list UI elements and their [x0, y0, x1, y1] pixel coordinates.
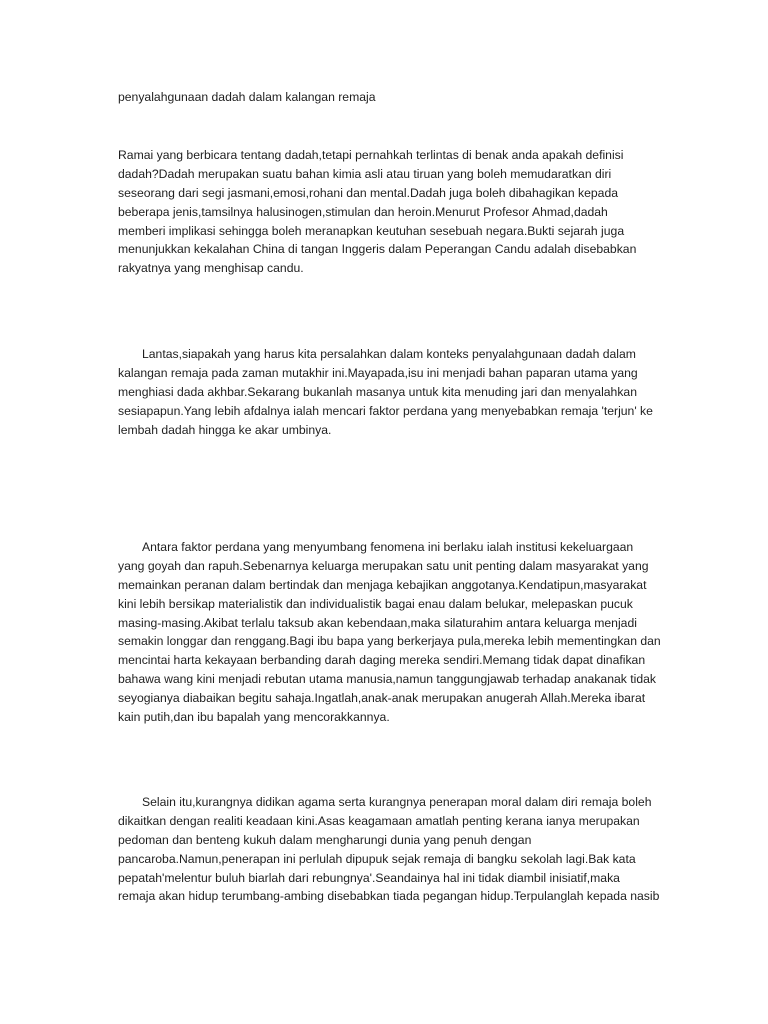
paragraph-line: memainkan peranan dalam bertindak dan menjaga kebajikan anggotanya.Kendatipun,masyarakat [118, 577, 647, 592]
paragraph-line: menghiasi dada akhbar.Sekarang bukanlah masanya untuk kita menuding jari dan menyalahkan [118, 384, 637, 399]
paragraph-2 [118, 345, 658, 439]
paragraph-line: pancaroba.Namun,penerapan ini perlulah dipupuk sejak remaja di bangku sekolah lagi.Bak kata [118, 851, 636, 866]
paragraph-3 [118, 538, 661, 727]
paragraph-line: kini lebih bersikap materialistik dan individualistik bagai enau dalam belukar, melepaskan pucuk [118, 596, 633, 611]
paragraph-4 [118, 793, 658, 906]
paragraph-line: semakin longgar dan renggang.Bagi ibu bapa yang berkerjaya pula,mereka lebih mementingkan dan [118, 634, 661, 649]
paragraph-line: Lantas,siapakah yang harus kita persalahkan dalam konteks penyalahgunaan dadah dalam [142, 347, 636, 361]
paragraph-line: sesiapapun.Yang lebih afdalnya ialah mencari faktor perdana yang menyebabkan remaja 'terjun' ke [118, 403, 653, 418]
paragraph-line: masing-masing.Akibat terlalu taksub akan kebendaan,maka silaturahim antara keluarga menjadi [118, 615, 637, 630]
paragraph-1 [118, 146, 658, 278]
paragraph-line: seyogianya diabaikan begitu sahaja.Ingatlah,anak-anak merupakan anugerah Allah.Mereka ibarat [118, 691, 646, 706]
paragraph-line: kain putih,dan ibu bapalah yang mencorakkannya. [118, 710, 390, 725]
paragraph-line: dadah?Dadah merupakan suatu bahan kimia asli atau tiruan yang boleh memudaratkan diri [118, 166, 612, 181]
paragraph-line: yang goyah dan rapuh.Sebenarnya keluarga merupakan satu unit penting dalam masyarakat yang [118, 558, 649, 573]
paragraph-line: lembah dadah hingga ke akar umbinya. [118, 422, 332, 437]
paragraph-line: pepatah'melentur buluh biarlah dari rebungnya'.Seandainya hal ini tidak diambil inisiatif,maka [118, 870, 620, 885]
paragraph-line: mencintai harta kekayaan berbanding darah daging mereka sendiri.Memang tidak dapat dinafikan [118, 653, 646, 668]
paragraph-line: Ramai yang berbicara tentang dadah,tetapi pernahkah terlintas di benak anda apakah definisi [118, 148, 624, 162]
paragraph-line: dikaitkan dengan realiti keadaan kini.Asas keagamaan amatlah penting kerana ianya merupakan [118, 813, 640, 828]
paragraph-line: pedoman dan benteng kukuh dalam mengharungi dunia yang penuh dengan [118, 832, 532, 847]
paragraph-line: remaja akan hidup terumbang-ambing disebabkan tiada pegangan hidup.Terpulanglah kepada nasib [118, 889, 660, 904]
paragraph-line: memberi implikasi sehingga boleh meranapkan keutuhan sesebuah negara.Bukti sejarah juga [118, 223, 625, 238]
paragraph-line: Selain itu,kurangnya didikan agama serta kurangnya penerapan moral dalam diri remaja boleh [142, 795, 652, 809]
paragraph-line: kalangan remaja pada zaman mutakhir ini.Mayapada,isu ini menjadi bahan paparan utama yang [118, 365, 638, 380]
paragraph-line: seseorang dari segi jasmani,emosi,rohani dan mental.Dadah juga boleh dibahagikan kepada [118, 185, 619, 200]
paragraph-line: rakyatnya yang menghisap candu. [118, 261, 304, 276]
paragraph-line: Antara faktor perdana yang menyumbang fenomena ini berlaku ialah institusi kekeluargaan [142, 540, 634, 554]
paragraph-line: menunjukkan kekalahan China di tangan Inggeris dalam Peperangan Candu adalah disebabkan [118, 242, 637, 257]
paragraph-line: bahawa wang kini menjadi rebutan utama manusia,namun tanggungjawab terhadap anakanak tidak [118, 672, 656, 687]
document-title: penyalahgunaan dadah dalam kalangan remaja [118, 90, 376, 104]
paragraph-line: beberapa jenis,tamsilnya halusinogen,stimulan dan heroin.Menurut Profesor Ahmad,dadah [118, 204, 608, 219]
